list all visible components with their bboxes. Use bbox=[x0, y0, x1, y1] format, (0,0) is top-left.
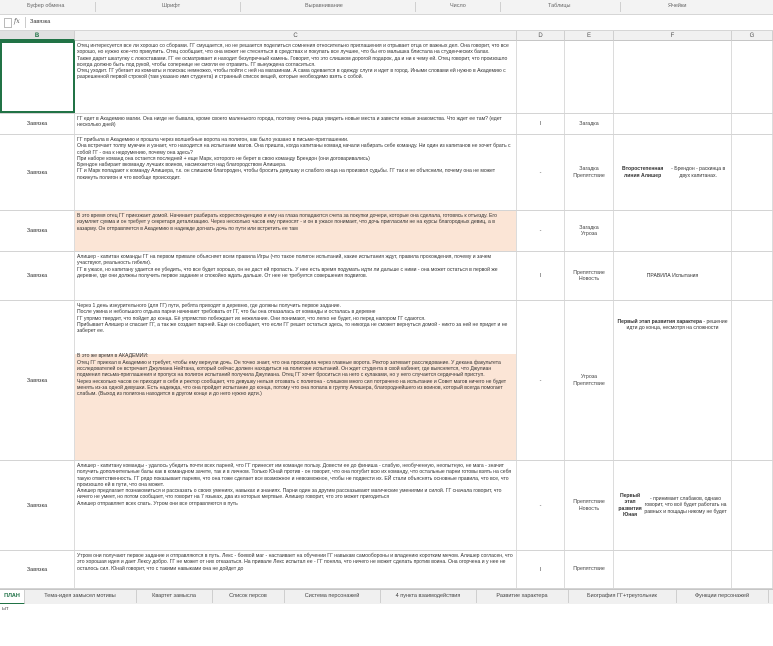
tab-character-system[interactable]: Система персонажей bbox=[284, 590, 381, 603]
ribbon-separator bbox=[240, 2, 241, 12]
cell-b[interactable]: Завязка bbox=[0, 252, 75, 300]
column-header-f[interactable]: F bbox=[614, 31, 732, 41]
cell-f[interactable]: ПРАВИЛА Испытания bbox=[614, 252, 732, 300]
table-row bbox=[0, 211, 773, 252]
status-bar bbox=[0, 604, 773, 646]
ribbon-group-clipboard: Буфер обмена bbox=[27, 3, 65, 9]
cell-e[interactable]: Препятствие Новость bbox=[565, 461, 614, 550]
cell-f[interactable] bbox=[614, 211, 732, 251]
cancel-entry-icon[interactable] bbox=[4, 18, 12, 28]
ribbon-group-tables: Таблицы bbox=[548, 3, 571, 9]
cell-b[interactable]: Завязка bbox=[0, 301, 75, 460]
cell-e[interactable]: Препятствие bbox=[565, 551, 614, 588]
cell-g[interactable] bbox=[732, 41, 773, 113]
sheet-tab-bar bbox=[0, 589, 773, 604]
cell-c[interactable]: Отец интересуется все ли хорошо со сборами. ГГ смущается, но не решается поделиться сомнения относительно приглашения и отрывает отца от важных дел. Она говорит, что все хорошо, но нужно кое-что прикупить. Отец сообщает, что она может не стесняться в средствах и покупать все лучшее, что бы его малышка блистала на студенческих балах. Также дарит шкатулку с локоставами. ГГ ее осматривает и находит безупречный камень. Говорит, что это слишком дорогой подарок, да и ни к чему ей. Отец говорит, что произошло всегда должно быть под рукой, чтобы сопернице не смогли ее отравить. ГГ вынуждена согласиться. Отец уходит. ГГ убегает из комнаты и поискає немножко, чтобы пойти с ней на магазинам. А сама одевается в одежду слуги и идет в город. Иными словами ей нужно в Академию с разрешенной первой строкой (там указано имя студента) и странный списох вещей, которые необходимо взять с собой. bbox=[75, 41, 517, 113]
cell-f[interactable]: Первый этап развития характера - решение идти до конца, несмотря на сложности bbox=[614, 301, 732, 460]
cell-e[interactable] bbox=[565, 41, 614, 113]
column-header-d[interactable]: D bbox=[517, 31, 565, 41]
ribbon-group-cells: Ячейки bbox=[668, 3, 687, 9]
ribbon-group-labels bbox=[0, 0, 773, 15]
cell-f[interactable]: Первый этап развития Юная - принимает слабаков, однако говорит, что всё будет работать на равных и пощады никому не будет bbox=[614, 461, 732, 550]
tab-quartet[interactable]: Квартет замысла bbox=[136, 590, 213, 603]
ribbon-group-number: Число bbox=[450, 3, 466, 9]
table-row bbox=[0, 252, 773, 301]
formula-bar bbox=[0, 15, 773, 31]
insert-function-icon[interactable]: fx bbox=[14, 18, 20, 25]
cell-b[interactable] bbox=[0, 41, 75, 113]
ribbon-group-alignment: Выравнивание bbox=[305, 3, 343, 9]
cell-c[interactable]: Через 1 день изнурительного (для ГГ) пути, ребята приходят в деревню, где должны получить первое задание. После ужина и небольшого отдыха парни начинают требовать от ГГ, что бы она отказалась от команды и осталась в деревне ГГ упрямо твердит, что пойдет до конца. Её упрямство побеждает их нежелание. Они понимают, что легко не будет, но перед напором ГГ сдаются. Прибывает Алишер и спасает ГГ, а так же создает парней. Еще он сообщает, что если ГГ решит остаться здесь, то никогда не сможет вернуться домой - никто за ней не придет и не заберет ее. В это же время в АКАДЕМИИ: Отец ГГ приехал в Академию и требует, чтобы ему вернули дочь. Он точно знает, что она проходила через главные ворота. Ректор затевает расследование. У декана факультета исследователей он встречает Джулиана Нейтана, который сейчас должен находиться на полигоне испытаний. Он ждет студента в свой кабинет, где выясняется, что Джулиан подменил письма-приглашения и пропуск на полигон испытаний получила Джулиана. Отец ГГ хочет броситься на него с кулаками, но у него случается сердечный приступ. Через несколько часов он приходит в себя и ректор сообщает, что девушку нельзя отозвать с полигона - слишком много сил потрачено на испытание и Совет магов ничего не будет менять из-за одной девушки. Есть надежда, что она пройдет испытание до конца, потому что она попала в группу Алишера, благороднейшего из воинов, который всегда помогает слабым. (Выход из полигона находится в другом конце и до него нужно идти.) bbox=[75, 301, 517, 460]
cell-e[interactable]: Препятствие Новость bbox=[565, 252, 614, 300]
cell-d[interactable]: - bbox=[517, 135, 565, 210]
cell-d[interactable]: - bbox=[517, 301, 565, 460]
cell-g[interactable] bbox=[732, 461, 773, 550]
tab-plan[interactable]: ПЛАН bbox=[0, 590, 25, 605]
formula-input[interactable]: Завязка bbox=[30, 19, 51, 25]
table-row bbox=[0, 114, 773, 135]
cell-e[interactable]: Угроза Препятствие bbox=[565, 301, 614, 460]
cell-g[interactable] bbox=[732, 252, 773, 300]
cell-c[interactable]: ГГ едет в Академию магии. Она нигде не бывала, кроме своего маленького города, поэтому очень рада увидеть новые места и завести новые знакомства. Что ждет ее там? (едет несколько дней) bbox=[75, 114, 517, 134]
cell-d[interactable]: I bbox=[517, 551, 565, 588]
cell-b[interactable]: Завязка bbox=[0, 461, 75, 550]
cell-g[interactable] bbox=[732, 135, 773, 210]
table-row bbox=[0, 41, 773, 114]
table-row bbox=[0, 551, 773, 589]
cell-c[interactable]: Утром они получают первое задание и отправляются в путь. Лекс - боевой маг - настаивает на обучении ГГ навыкам самообороны и владению коротким мечом. Алишер согласен, что это хорошая идея и дает Лексу добро. ГГ не может от них отказаться. На привале Лекс испытал ее - ГГ поняла, что ничего не может сделать против воина. Она огорчена и у нее не осталось сил. Юнай говорит, что с такими навыками она не дойдет до bbox=[75, 551, 517, 588]
cell-b[interactable]: Завязка bbox=[0, 211, 75, 251]
cell-c[interactable]: В это время отец ГГ приезжает домой. Начинает разбирать корреспонденцию и ему на глаза попадаются счета за покупки дочери, которые она сделала, готовясь к отъезду. Его изумляет сумма и он требует у секретаря детализацию. Через несколько часов ему приносят - и он в ужасе понимает, что дочь пригласили не на курсы благородных девиц, а в казарму. Он отправляется в Академию в надежде догнать дочь по пути или встретить ее там bbox=[75, 211, 517, 251]
cell-d[interactable]: I bbox=[517, 252, 565, 300]
spreadsheet-grid bbox=[0, 41, 773, 589]
formula-divider bbox=[25, 17, 26, 28]
cell-g[interactable] bbox=[732, 114, 773, 134]
table-row bbox=[0, 135, 773, 211]
cell-f[interactable]: Второстепенная линия Алишер - Брендон - раскинца в двух капитанах. bbox=[614, 135, 732, 210]
cell-d[interactable]: - bbox=[517, 211, 565, 251]
cell-g[interactable] bbox=[732, 551, 773, 588]
tab-character-development[interactable]: Развитие характера bbox=[476, 590, 569, 603]
cell-c[interactable]: Алишер - капитан команды ГГ на первом привале объясняет всем правила Игры (что такое полигон испытаний, какие испытания ждут, правила прохождения, почему и зачем участвуют, реальность гибели). ГГ в ужасе, но капитану удается ее убедить, что все будет хорошо, он не даст ей пропасть. У нее есть время подумать идти ли дальше с ними - она может остаться в первой же деревне, где они должны получить первое задание и спокойно ждать дальше. От нее не требуется совершения подвигов. bbox=[75, 252, 517, 300]
ribbon-separator bbox=[415, 2, 416, 12]
table-row bbox=[0, 461, 773, 551]
column-header-b[interactable]: B bbox=[0, 31, 75, 41]
ribbon-separator bbox=[95, 2, 96, 12]
cell-b[interactable]: Завязка bbox=[0, 551, 75, 588]
status-text: ыт bbox=[2, 606, 9, 612]
cell-d[interactable] bbox=[517, 41, 565, 113]
cell-c[interactable]: Алишер - капитану команды - удалось убедить почти всех парней, что ГГ принесет им командe пользу. Довести ее до финиша - слабую, необученную, неопытную, не мага - значит получить дополнительные балы как в командном зачете, так и в личном. Только Юнай против - он говорит, что она погубит всю их команду, что остальные парни готовы взять на себя такую ответственность. ГГ рядо показывает парням, что она тоже сделает все возможное и невозможное, чтобы не подвести их. ЕЙ стали объяснять основные правила, что все, что произошло ей в пути, что она может. Алишер предлагает познакомиться и рассказать о своих умениях, навыках и знаниях. Парни один за другим рассказывают магические умениями и силой. ГГ сначала говорит, что ничего не умеет, но потом сообщает, что говорит на 7 языках, два из которых мертвые. Алишер говорит, что это может пригодиться Алишер отправляет всех спать. Утром они все отправляются в путь bbox=[75, 461, 517, 550]
cell-f[interactable] bbox=[614, 41, 732, 113]
cell-c[interactable]: ГГ прибыла в Академию и прошла через волшебные ворота на полигон, как было указано в письме-приглашении. Она встречает толпу мужчин и узнает, что находится на испытании магов. Она пришла, когда капитаны команд начали набирать себе команду. Ни один из капитанов не хочет брать с собой ГГ - она к недоумению, почему она здесь? При наборе команд она остается последней + еще Марк, которого не берет в свою команду Брендон (они договаривались) Брендон набирает вкомандy лучших воинов, насмехается над благородством Алишера. ГГ и Марк попадают к команду Алишера, т.к. он слишком благороден, чтобы бросить девушку и слабого юнца на произвол судьбы. ГГ так и не объяснили, почему она не может покинуть полигон и что вообще происходит. bbox=[75, 135, 517, 210]
table-row bbox=[0, 301, 773, 461]
tab-biography[interactable]: Биография ГГ+треугольник bbox=[568, 590, 677, 603]
cell-f[interactable] bbox=[614, 114, 732, 134]
cell-d[interactable]: - bbox=[517, 461, 565, 550]
cell-e[interactable]: Загадка bbox=[565, 114, 614, 134]
cell-b[interactable]: Завязка bbox=[0, 114, 75, 134]
column-header-g[interactable]: G bbox=[732, 31, 773, 41]
ribbon-separator bbox=[500, 2, 501, 12]
tab-interaction-points[interactable]: 4 пункта взаимодействия bbox=[380, 590, 477, 603]
column-header-c[interactable]: C bbox=[75, 31, 517, 41]
column-header-e[interactable]: E bbox=[565, 31, 614, 41]
tab-theme[interactable]: Тема-идея замысел мотивы bbox=[24, 590, 137, 603]
cell-g[interactable] bbox=[732, 301, 773, 460]
cell-e[interactable]: Загадка Препятствие bbox=[565, 135, 614, 210]
tab-character-list[interactable]: Список персов bbox=[212, 590, 285, 603]
ribbon-group-font: Шрифт bbox=[162, 3, 181, 9]
cell-d[interactable]: I bbox=[517, 114, 565, 134]
tab-character-functions[interactable]: Функции персонажей bbox=[676, 590, 769, 603]
cell-b[interactable]: Завязка bbox=[0, 135, 75, 210]
cell-e[interactable]: Загадка Угроза bbox=[565, 211, 614, 251]
ribbon-separator bbox=[620, 2, 621, 12]
cell-g[interactable] bbox=[732, 211, 773, 251]
cell-f[interactable] bbox=[614, 551, 732, 588]
